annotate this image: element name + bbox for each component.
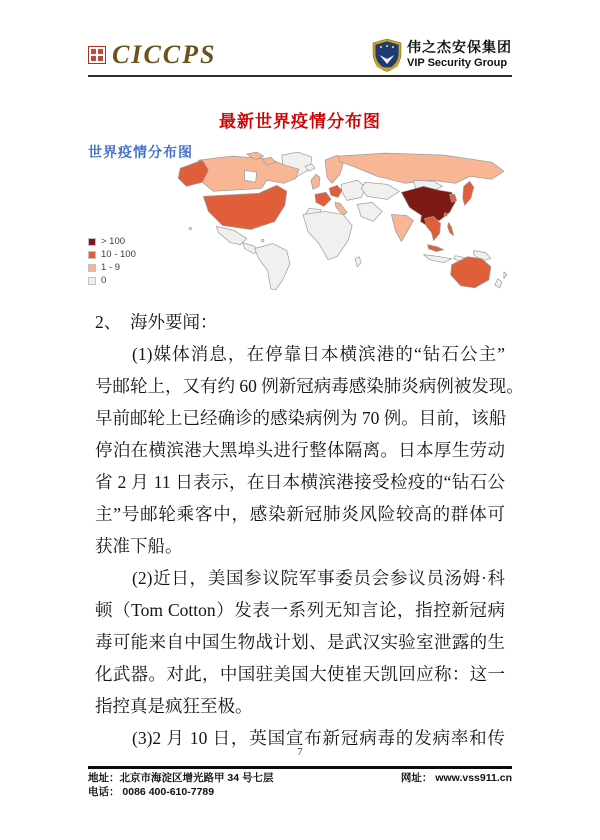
- body-line: 获准下船。: [95, 536, 183, 556]
- footer-contact-block: [88, 772, 274, 799]
- legend-label: 1 - 9: [101, 261, 121, 273]
- legend-swatch: [88, 238, 96, 246]
- org-name-en: VIP Security Group: [407, 56, 508, 69]
- body-line: 省 2 月 11 日表示，在日本横滨港接受检疫的“钻石公: [95, 472, 505, 492]
- legend-swatch: [88, 264, 96, 272]
- footer-website-block: [401, 772, 512, 799]
- body-line: 化武器。对此，中国驻美国大使崔天凯回应称：这一: [95, 664, 505, 684]
- org-name-block: [407, 41, 512, 70]
- org-name-cn: 伟之杰安保集团: [407, 40, 512, 56]
- body-line: 2、 海外要闻：: [95, 312, 218, 332]
- footer-address: 地址：北京市海淀区增光路甲 34 号七层: [88, 772, 274, 784]
- footer-website: 网址： www.vss911.cn: [400, 772, 512, 784]
- page-header: [88, 36, 512, 74]
- legend-label: 0: [101, 274, 107, 286]
- footer-phone: 电话： 0086 400-610-7789: [88, 785, 215, 798]
- epidemic-map-figure: [88, 142, 520, 302]
- body-line: 指控真是疯狂至极。: [95, 696, 253, 716]
- body-line: 号邮轮上，又有约 60 例新冠病毒感染肺炎病例被发现。: [95, 376, 524, 396]
- body-line: 顿（Tom Cotton）发表一系列无知言论，指控新冠病: [95, 600, 505, 620]
- legend-label: > 100: [101, 235, 126, 247]
- body-line: 毒可能来自中国生物战计划、是武汉实验室泄露的生: [95, 632, 505, 652]
- legend-label: 10 - 100: [101, 248, 136, 260]
- page-number: 7: [297, 746, 303, 758]
- header-divider: [88, 75, 512, 77]
- ciccps-logo: [88, 42, 217, 68]
- body-line: 主”号邮轮乘客中，感染新冠肺炎风险较高的群体可: [95, 504, 505, 524]
- ciccps-brand-text: CICCPS: [112, 40, 217, 69]
- vip-security-logo: [372, 38, 512, 72]
- legend-swatch: [88, 277, 96, 285]
- body-line: (2)近日，美国参议院军事委员会参议员汤姆·科: [132, 568, 505, 588]
- body-line: (1)媒体消息，在停靠日本横滨港的“钻石公主”: [132, 344, 505, 364]
- body-line: 早前邮轮上已经确诊的感染病例为 70 例。目前，该船: [95, 408, 507, 428]
- vip-shield-badge-icon: [372, 38, 402, 72]
- body-text: [95, 306, 524, 754]
- page-footer: [88, 772, 512, 799]
- legend-swatch: [88, 251, 96, 259]
- body-line: (3)2 月 10 日，英国宣布新冠病毒的发病率和传: [132, 728, 505, 748]
- page-title: 最新世界疫情分布图: [219, 112, 381, 131]
- ciccps-seal-icon: [88, 46, 106, 64]
- body-line: 停泊在横滨港大黑埠头进行整体隔离。日本厚生劳动: [95, 440, 505, 460]
- map-title: 世界疫情分布图: [88, 146, 193, 161]
- world-map: [128, 152, 520, 298]
- footer-divider: [88, 766, 512, 769]
